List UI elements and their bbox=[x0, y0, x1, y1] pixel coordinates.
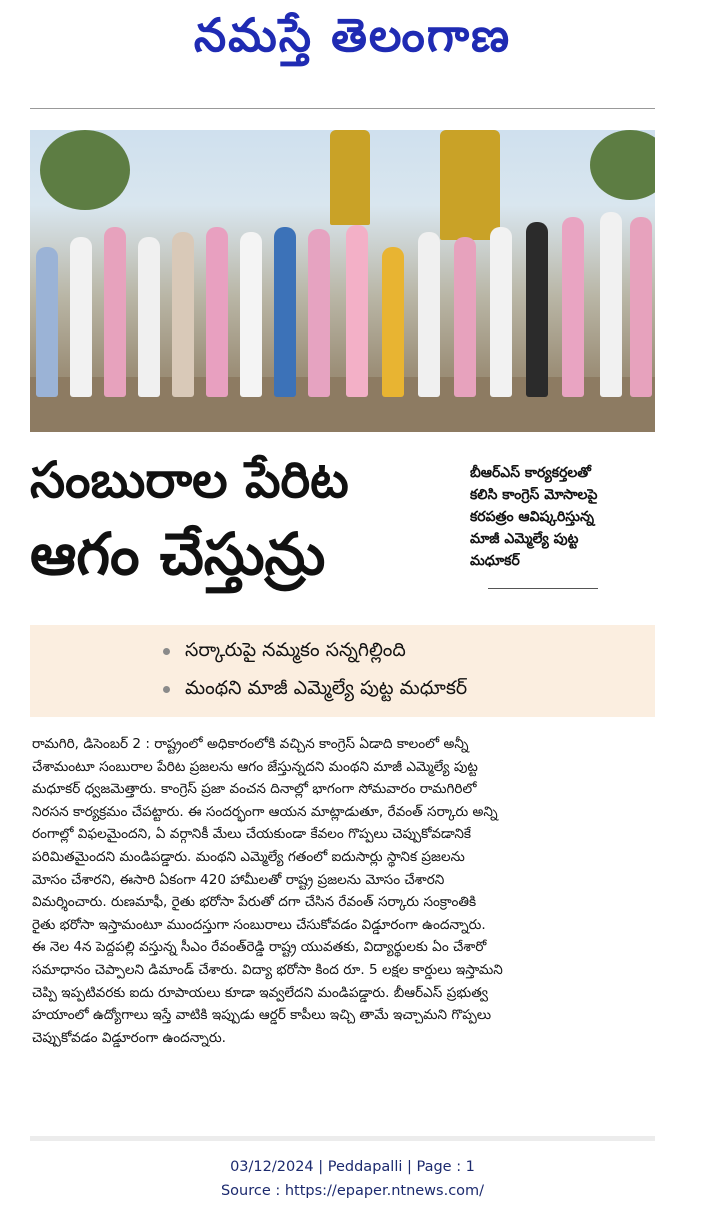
body-line: చెప్పుకోవడం విడ్డూరంగా ఉందన్నారు. bbox=[32, 1029, 226, 1046]
news-photo bbox=[30, 130, 655, 432]
headline-line-2: ఆగం చేస్తున్రు bbox=[30, 520, 326, 588]
footer-source-line[interactable]: Source : https://epaper.ntnews.com/ bbox=[220, 1183, 485, 1199]
bottom-divider bbox=[30, 1136, 655, 1141]
body-line: చెప్పి ఇప్పటివరకు ఐదు రూపాయలు కూడా ఇవ్వలేదని మండిపడ్డారు. బీఆర్ఎస్ ప్రభుత్వ bbox=[32, 984, 488, 1001]
body-line: హయాంలో ఉద్యోగాలు ఇస్తే వాటికి ఇప్పుడు ఆర్డర్ కాపీలు ఇచ్చి తామే ఇచ్చామని గొప్పలు bbox=[32, 1007, 492, 1024]
footer bbox=[0, 1155, 705, 1203]
body-line: రంగాల్లో విఫలమైందని, ఏ వర్గానికీ మేలు చేయకుండా కేవలం గొప్పలు చెప్పుకోవడానికే bbox=[32, 826, 472, 843]
caption-line: కరపత్రం ఆవిష్కరిస్తున్న bbox=[470, 509, 594, 525]
masthead bbox=[0, 0, 705, 78]
body-line: మధూకర్ ధ్వజమెత్తారు. కాంగ్రెస్ ప్రజా వంచన దినాల్లో భాగంగా సోమవారం రామగిరిలో bbox=[32, 781, 477, 798]
caption-line: బీఆర్ఎస్ కార్యకర్తలతో bbox=[470, 465, 591, 481]
headline bbox=[30, 445, 470, 593]
masthead-title: నమస్తే తెలంగాణ bbox=[193, 8, 512, 62]
article-body bbox=[32, 733, 657, 1049]
headline-line-1: సంబురాల పేరిట bbox=[30, 451, 349, 509]
photo-caption bbox=[470, 462, 670, 572]
highlights-box bbox=[30, 625, 655, 717]
top-divider bbox=[30, 108, 655, 109]
body-line: విమర్శించారు. రుణమాఫీ, రైతు భరోసా పేరుతో దగా చేసిన రేవంత్ సర్కారు సంక్రాంతికి bbox=[32, 894, 477, 911]
highlight-point: సర్కారుపై నమ్మకం సన్నగిల్లింది bbox=[185, 639, 406, 666]
body-line: సమాధానం చెప్పాలని డిమాండ్ చేశారు. విద్యా భరోసా కింద రూ. 5 లక్షల కార్డులు ఇస్తామని bbox=[32, 961, 503, 978]
body-line: పరిమితమైందని మండిపడ్డారు. మంథని ఎమ్మెల్యే గతంలో ఐదుసార్లు స్థానిక ప్రజలను bbox=[32, 848, 465, 865]
highlight-point: మంథని మాజీ ఎమ్మెల్యే పుట్ట మధూకర్ bbox=[185, 677, 467, 704]
caption-underline bbox=[488, 588, 598, 589]
body-line: రైతు భరోసా ఇస్తామంటూ ముందస్తుగా సంబురాలు చేసుకోవడం విడ్డూరంగా ఉందన్నారు. bbox=[32, 916, 486, 933]
caption-line: కలిసి కాంగ్రెస్ మోసాలపై bbox=[470, 487, 598, 503]
caption-line: మధూకర్ bbox=[470, 553, 520, 569]
body-line: మోసం చేశారని, ఈసారి ఏకంగా 420 హామీలతో రాష్ట్ర ప్రజలను మోసం చేశారని bbox=[32, 871, 445, 888]
body-line: రామగిరి, డిసెంబర్ 2 : రాష్ట్రంలో అధికారంలోకి వచ్చిన కాంగ్రెస్ ఏడాది కాలంలో అన్నీ bbox=[32, 736, 469, 752]
body-line: చేశామంటూ సంబురాల పేరిట ప్రజలను ఆగం జేస్తున్నదని మంథని మాజీ ఎమ్మెల్యే పుట్ట bbox=[32, 758, 478, 775]
caption-line: మాజీ ఎమ్మెల్యే పుట్ట bbox=[470, 531, 579, 547]
body-line: ఈ నెల 4న పెద్దపల్లి వస్తున్న సీఎం రేవంత్‌రెడ్డి రాష్ట్ర యువతకు, విద్యార్థులకు ఏం చేశారో bbox=[32, 939, 487, 956]
body-line: నిరసన కార్యక్రమం చేపట్టారు. ఈ సందర్భంగా ఆయన మాట్లాడుతూ, రేవంత్ సర్కారు అన్ని bbox=[32, 803, 498, 820]
footer-date-line: 03/12/2024 | Peddapalli | Page : 1 bbox=[230, 1159, 475, 1175]
